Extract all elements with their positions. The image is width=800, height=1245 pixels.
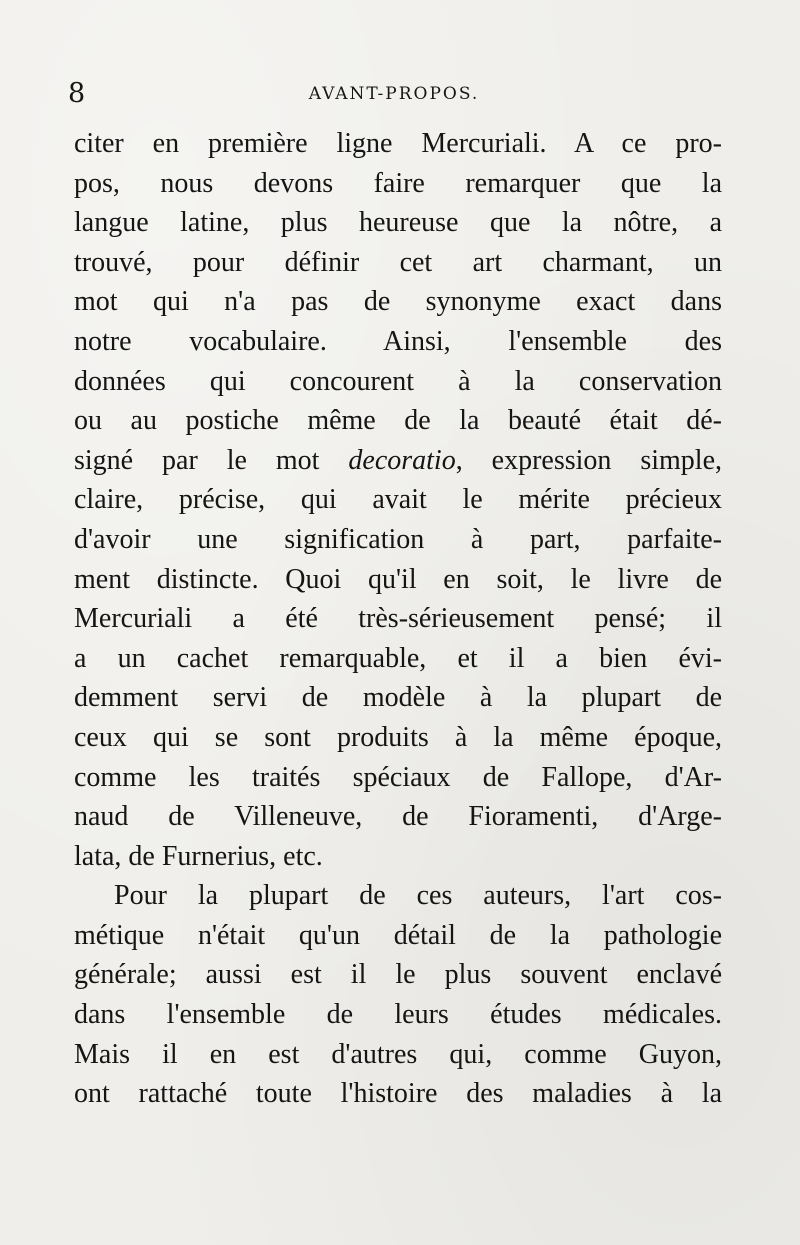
text-segment: signé par le mot [74, 444, 349, 476]
text-line: notre vocabulaire. Ainsi, l'ensemble des [74, 325, 722, 357]
text-line: naud de Villeneuve, de Fioramenti, d'Arge- [74, 801, 722, 833]
text-line: ceux qui se sont produits à la même époque, [74, 721, 722, 753]
text-line: demment servi de modèle à la plupart de [74, 682, 722, 714]
running-title: AVANT-PROPOS. [308, 84, 480, 104]
text-line: dans l'ensemble de leurs études médicales. [74, 999, 722, 1031]
text-line: pos, nous devons faire remarquer que la [74, 167, 722, 199]
text-line: métique n'était qu'un détail de la pathologie [74, 919, 722, 951]
text-line: claire, précise, qui avait le mérite précieux [74, 484, 722, 516]
text-segment: , expression simple, [455, 444, 722, 476]
text-line: ont rattaché toute l'histoire des maladies à la [74, 1078, 722, 1110]
page-number: 8 [68, 78, 86, 109]
text-line: d'avoir une signification à part, parfaite- [74, 523, 722, 555]
paragraph-start-line: Pour la plupart de ces auteurs, l'art cos- [114, 880, 722, 912]
text-line: a un cachet remarquable, et il a bien évi- [74, 642, 722, 674]
text-line: générale; aussi est il le plus souvent enclavé [74, 959, 722, 991]
text-line: mot qui n'a pas de synonyme exact dans [74, 286, 722, 318]
text-line: Mercuriali a été très-sérieusement pensé; il [74, 603, 722, 635]
text-line-with-italic [74, 441, 722, 481]
text-line: citer en première ligne Mercuriali. A ce pro- [74, 128, 722, 159]
text-line: ment distincte. Quoi qu'il en soit, le livre de [74, 563, 722, 595]
text-line: données qui concourent à la conservation [74, 365, 722, 397]
text-line: ou au postiche même de la beauté était dé- [74, 405, 722, 437]
running-head [68, 74, 720, 114]
italic-term: decoratio [348, 444, 456, 476]
text-line: langue latine, plus heureuse que la nôtre, a [74, 207, 722, 239]
body-text [74, 124, 722, 1114]
text-line: Mais il en est d'autres qui, comme Guyon, [74, 1038, 722, 1070]
text-line: lata, de Furnerius, etc. [74, 840, 323, 872]
text-line: trouvé, pour définir cet art charmant, un [74, 246, 722, 278]
text-line: comme les traités spéciaux de Fallope, d'Ar- [74, 761, 722, 793]
